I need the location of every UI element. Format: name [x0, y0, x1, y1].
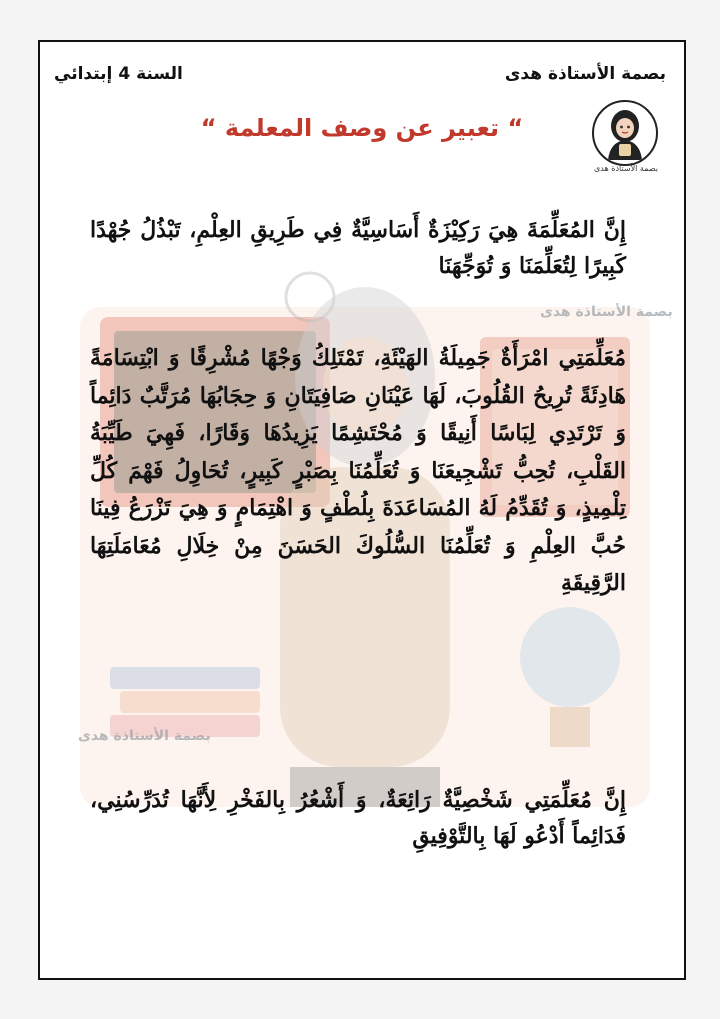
paragraph-intro: إِنَّ المُعَلِّمَةَ هِيَ رَكِيْزَةٌ أَسَاسِيَّةٌ فِي طَرِيقِ العِلْمِ، تَبْذُلُ جُهْدًا كَبِيرًا لِتُعَلِّمَنَا وَ تُوَجِّهَنَا	[90, 217, 626, 279]
worksheet-page	[38, 40, 686, 980]
title-text: تعبير عن وصف المعلمة	[224, 114, 500, 142]
logo-caption: بصمة الأستاذة هدى	[594, 164, 658, 173]
page-header	[40, 64, 684, 88]
watermark-bottom: بصمة الأستاذة هدى	[78, 728, 211, 744]
grade-label: السنة 4 إبتدائي	[54, 64, 183, 84]
watermark-top: بصمة الأستاذة هدى	[540, 304, 673, 320]
paragraph-conclusion: إِنَّ مُعَلِّمَتِي شَخْصِيَّةٌ رَائِعَةٌ، وَ أَشْعُرُ بِالفَخْرِ لِأَنَّهَا تُدَرِّسُنِي، فَدَائِماً أَدْعُو لَهَا بِالتَّوْفِيقِ	[90, 787, 626, 849]
title-open-quote: “	[507, 114, 524, 142]
brand-label: بصمة الأستاذة هدى	[504, 64, 666, 84]
paragraph-description: مُعَلِّمَتِي امْرَأَةٌ جَمِيلَةُ الهَيْئَةِ، تَمْتَلِكُ وَجْهًا مُشْرِقًا وَ ابْتِسَامَةً هَادِئَةً تُرِيحُ القُلُوبَ، لَهَا عَيْنَانِ صَافِيَتَانِ وَ حِجَابُهَا مُرَتَّبٌ دَائِماً وَ تَرْتَدِي لِبَاسًا أَنِيقًا وَ مُحْتَشِمًا يَزِيدُهَا وَقَارًا، فَهِيَ طَيِّبَةُ القَلْبِ، تُحِبُّ تَشْجِيعَنَا وَ تُعَلِّمُنَا بِصَبْرٍ كَبِيرٍ، تُحَاوِلُ فَهْمَ كُلِّ تِلْمِيذٍ، وَ تُقَدِّمُ لَهُ المُسَاعَدَةَ بِلُطْفٍ وَ اهْتِمَامٍ وَ هِيَ تَزْرَعُ فِينَا حُبَّ العِلْمِ وَ تُعَلِّمُنَا السُّلُوكَ الحَسَنَ مِنْ خِلَالِ مُعَامَلَتِهَا الرَّقِيقَةِ	[90, 345, 626, 596]
page-title	[40, 114, 684, 142]
title-close-quote: “	[200, 114, 217, 142]
